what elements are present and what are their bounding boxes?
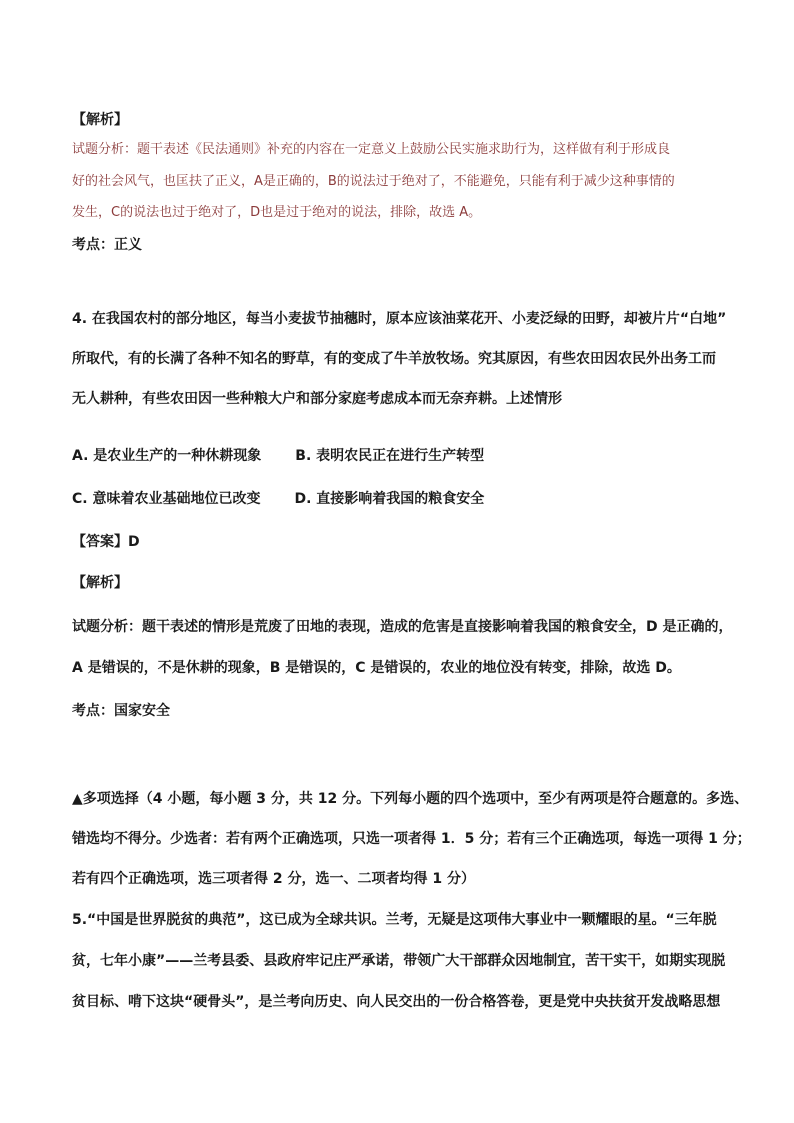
q4-option-d: D. 直接影响着我国的粮食安全 [294, 491, 485, 507]
q5-stem-line-3: 贫目标、啃下这块“硬骨头”，是兰考向历史、向人民交出的一份合格答卷，更是党中央扶贫开发战略思想 [72, 994, 721, 1010]
q4-options-row-1 [72, 446, 484, 466]
q4-stem-line-3: 无人耕种，有些农田因一些种粮大户和部分家庭考虑成本而无奈弃耕。上述情形 [72, 391, 562, 407]
q5-stem-line-2: 贫，七年小康”——兰考县委、县政府牢记庄严承诺，带领广大干部群众因地制宜，苦干实干，如期实现脱 [72, 953, 726, 969]
q4-stem-line-2: 所取代，有的长满了各种不知名的野草，有的变成了牛羊放牧场。究其原因，有些农田因农民外出务工而 [72, 351, 716, 367]
multi-intro-line-1: ▲多项选择（4 小题，每小题 3 分，共 12 分。下列每小题的四个选项中，至少有两项是符合题意的。多选、 [72, 791, 749, 807]
analysis-heading-2: 【解析】 [72, 575, 128, 591]
q4-answer: 【答案】D [72, 534, 140, 550]
q4-option-a: A. 是农业生产的一种休耕现象 [72, 448, 262, 464]
point-2: 考点：国家安全 [72, 703, 170, 719]
multi-intro-line-3: 若有四个正确选项，选三项者得 2 分，选一、二项者均得 1 分） [72, 871, 475, 887]
q4-stem-line-1: 4. 在我国农村的部分地区，每当小麦拔节抽穗时，原本应该油菜花开、小麦泛绿的田野，却被片片“白地” [72, 311, 727, 327]
analysis-line-1-2: 好的社会风气，也匡扶了正义，A是正确的，B的说法过于绝对了，不能避免，只能有利于减少这种事情的 [72, 174, 675, 189]
q4-options-row-2 [72, 489, 484, 509]
analysis-line-1-3: 发生，C的说法也过于绝对了，D也是过于绝对的说法，排除，故选 A。 [72, 205, 482, 220]
q4-analysis-line-2: A 是错误的，不是休耕的现象，B 是错误的，C 是错误的，农业的地位没有转变，排除，故选 D。 [72, 660, 681, 676]
q5-stem-line-1: 5.“中国是世界脱贫的典范”，这已成为全球共识。兰考，无疑是这项伟大事业中一颗耀眼的星。“三年脱 [72, 912, 717, 928]
q4-option-b: B. 表明农民正在进行生产转型 [295, 448, 485, 464]
q4-analysis-line-1: 试题分析：题干表述的情形是荒废了田地的表现，造成的危害是直接影响着我国的粮食安全，D 是正确的， [72, 619, 733, 635]
q4-option-c: C. 意味着农业基础地位已改变 [72, 491, 261, 507]
analysis-line-1-1: 试题分析：题干表述《民法通则》补充的内容在一定意义上鼓励公民实施求助行为，这样做有利于形成良 [72, 142, 671, 157]
multi-intro-line-2: 错选均不得分。少选者：若有两个正确选项，只选一项者得 1．5 分；若有三个正确选项，每选一项得 1 分； [72, 831, 751, 847]
point-1: 考点：正义 [72, 237, 142, 253]
analysis-heading-1: 【解析】 [72, 112, 128, 128]
